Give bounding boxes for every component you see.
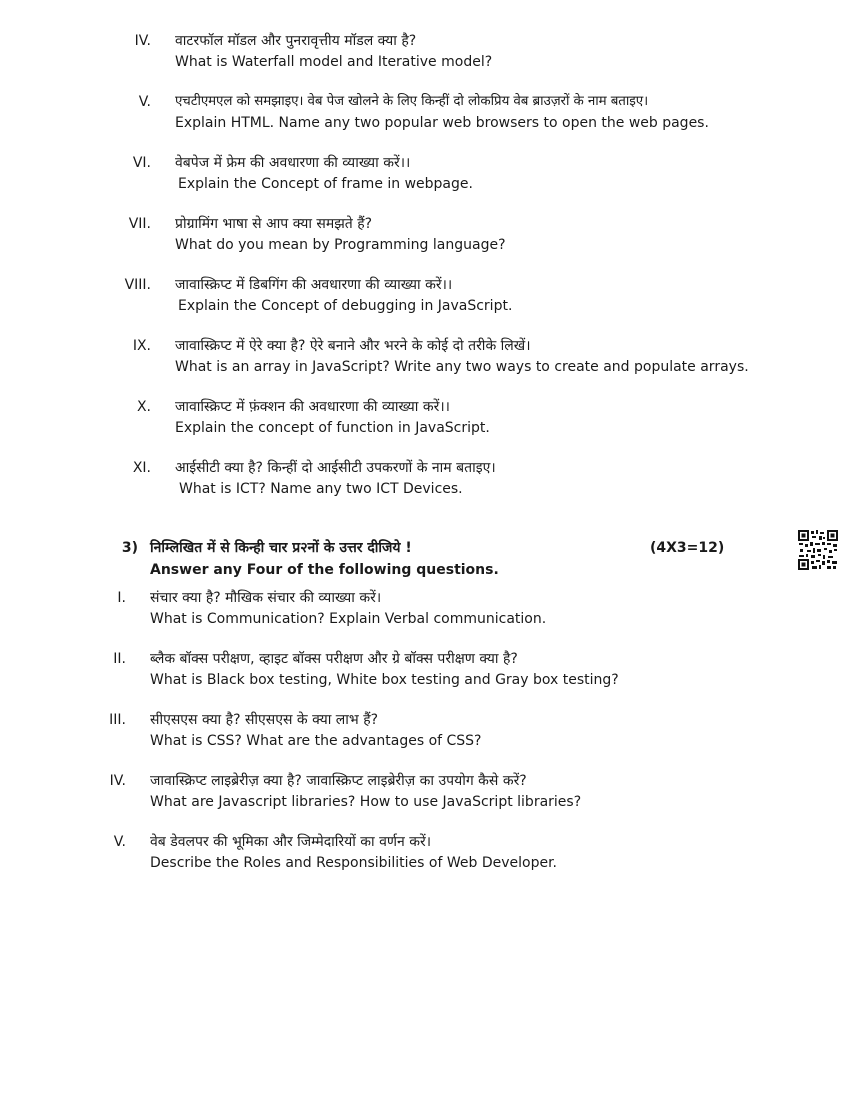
question-item [0, 458, 850, 504]
question-hindi: जावास्क्रिप्ट में ऐरे क्या है? ऐरे बनाने और भरने के कोई दो तरीके लिखें। [175, 338, 531, 354]
question-english: What is an array in JavaScript? Write any two ways to create and populate arrays. [175, 359, 749, 375]
question-number: IV. [109, 773, 126, 789]
question-item [0, 397, 850, 443]
question-hindi: संचार क्या है? मौखिक संचार की व्याख्या करें। [150, 590, 382, 606]
question-number: IX. [132, 338, 151, 354]
question-item [0, 275, 850, 321]
question-english: What is ICT? Name any two ICT Devices. [179, 481, 463, 497]
question-number: II. [113, 651, 126, 667]
question-item [0, 588, 850, 634]
question-hindi: वाटरफॉल मॉडल और पुनरावृत्तीय मॉडल क्या है? [175, 33, 417, 49]
question-hindi: सीएसएस क्या है? सीएसएस के क्या लाभ हैं? [150, 712, 379, 728]
question-number: VI. [132, 155, 151, 171]
question-english: What are Javascript libraries? How to use JavaScript libraries? [150, 794, 582, 810]
question-hindi: वेबपेज में फ्रेम की अवधारणा की व्याख्या करें।। [175, 155, 411, 171]
question-number: I. [117, 590, 126, 606]
question-number: V. [113, 834, 126, 850]
question-english: Explain HTML. Name any two popular web browsers to open the web pages. [175, 115, 709, 131]
question-item [0, 336, 850, 382]
question-hindi: जावास्क्रिप्ट में फ़ंक्शन की अवधारणा की व्याख्या करें।। [175, 399, 450, 415]
question-english: What is Communication? Explain Verbal communication. [150, 611, 547, 627]
section-instruction-hindi: निम्लिखित में से किन्ही चार प्र२नों के उत्तर दीजिये ! [150, 540, 412, 556]
question-english: What is Waterfall model and Iterative model? [175, 54, 493, 70]
question-english: What is CSS? What are the advantages of CSS? [150, 733, 482, 749]
question-number: XI. [132, 460, 151, 476]
question-item [0, 92, 850, 138]
question-item [0, 771, 850, 817]
question-item [0, 710, 850, 756]
question-item [0, 214, 850, 260]
section-marks: (4X3=12) [650, 540, 725, 556]
question-english: Explain the Concept of debugging in JavaScript. [178, 298, 513, 314]
question-hindi: प्रोग्रामिंग भाषा से आप क्या समझते हैं? [175, 216, 373, 232]
section-number: 3) [121, 540, 138, 556]
question-english: Explain the concept of function in JavaScript. [175, 420, 490, 436]
question-hindi: जावास्क्रिप्ट में डिबगिंग की अवधारणा की व्याख्या करें।। [175, 277, 453, 293]
qr-code-icon [798, 530, 838, 570]
question-hindi: वेब डेवलपर की भूमिका और जिम्मेदारियों का वर्णन करें। [150, 834, 432, 850]
question-item [0, 832, 850, 878]
question-item [0, 153, 850, 199]
question-english: What is Black box testing, White box testing and Gray box testing? [150, 672, 619, 688]
question-item [0, 649, 850, 695]
question-number: VII. [128, 216, 151, 232]
question-hindi: ब्लैक बॉक्स परीक्षण, व्हाइट बॉक्स परीक्षण और ग्रे बॉक्स परीक्षण क्या है? [150, 651, 518, 667]
question-hindi: जावास्क्रिप्ट लाइब्रेरीज़ क्या है? जावास्क्रिप्ट लाइब्रेरीज़ का उपयोग कैसे करें? [150, 773, 527, 789]
question-number: X. [136, 399, 151, 415]
question-hindi: आईसीटी क्या है? किन्हीं दो आईसीटी उपकरणों के नाम बताइए। [175, 460, 496, 476]
question-number: VIII. [124, 277, 151, 293]
question-number: IV. [134, 33, 151, 49]
section-instruction-english: Answer any Four of the following questions. [150, 562, 499, 578]
question-hindi: एचटीएमएल को समझाइए। वेब पेज खोलने के लिए किन्हीं दो लोकप्रिय वेब ब्राउज़रों के नाम बताइए। [175, 94, 649, 109]
question-number: III. [109, 712, 126, 728]
question-english: Describe the Roles and Responsibilities of Web Developer. [150, 855, 557, 871]
question-english: What do you mean by Programming language? [175, 237, 506, 253]
question-number: V. [138, 94, 151, 110]
question-item [0, 31, 850, 77]
section-heading [0, 538, 850, 582]
question-english: Explain the Concept of frame in webpage. [178, 176, 473, 192]
